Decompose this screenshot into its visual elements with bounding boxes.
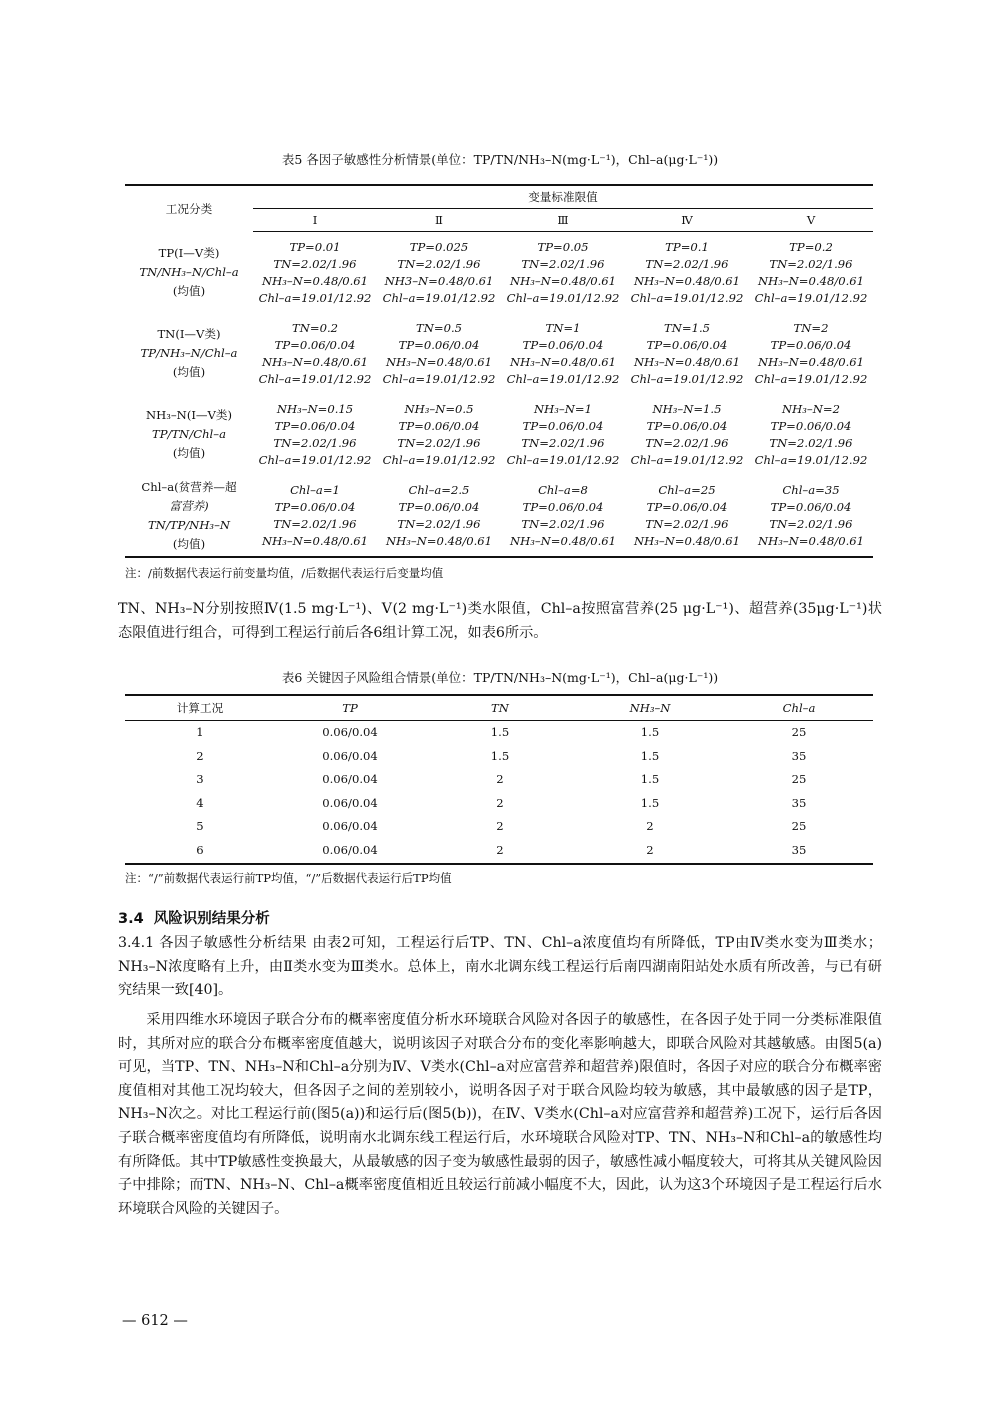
table6-row xyxy=(125,838,873,862)
table5-cell-line: TN=2.02/1.96 xyxy=(273,435,357,450)
table5-cell xyxy=(625,394,749,475)
table5-span-header: 变量标准限值 xyxy=(528,190,598,204)
page-number: — 612 — xyxy=(122,1313,188,1329)
table5-group-label-line: NH₃–N(Ⅰ—Ⅴ类) xyxy=(145,408,233,422)
table6-row xyxy=(125,815,873,839)
table5-cell-line: NH₃–N=0.48/0.61 xyxy=(509,354,617,369)
table6-cell: 1.5 xyxy=(640,748,660,763)
table6-header: 计算工况 xyxy=(176,700,224,715)
table5-case-header: 工况分类 xyxy=(165,201,213,216)
table6-cell: 2 xyxy=(196,748,204,763)
table5-class-header: Ⅱ xyxy=(377,209,501,232)
table5-cell-line: TP=0.06/0.04 xyxy=(646,418,728,433)
table5-cell-line: TP=0.06/0.04 xyxy=(522,499,604,514)
table5-cell-line: NH₃–N=0.48/0.61 xyxy=(261,533,369,548)
table5-cell xyxy=(501,232,625,314)
table5-cell-line: TN=2.02/1.96 xyxy=(769,435,853,450)
table6-cell: 2 xyxy=(646,842,654,857)
table5-cell-line: TP=0.06/0.04 xyxy=(274,418,356,433)
table5-cell-line: TN=2.02/1.96 xyxy=(645,256,729,271)
table5-cell xyxy=(377,394,501,475)
table5-cell-line: TN=1.5 xyxy=(663,320,711,335)
table5-cell-line: Chl–a=19.01/12.92 xyxy=(754,452,868,467)
table6-cell: 2 xyxy=(496,819,504,834)
table5-cell xyxy=(377,475,501,556)
table6-cell: 2 xyxy=(496,772,504,787)
table6-cell: 0.06/0.04 xyxy=(322,748,378,763)
table5-row xyxy=(125,394,873,475)
table5-cell xyxy=(377,232,501,314)
table6-row xyxy=(125,744,873,768)
table5-cell-line: NH₃–N=0.48/0.61 xyxy=(509,273,617,288)
table6-cell: 1.5 xyxy=(490,725,510,740)
section-heading xyxy=(118,907,270,928)
table6-cell: 3 xyxy=(196,772,204,787)
table5-cell-line: TN=2.02/1.96 xyxy=(397,435,481,450)
table5-cell-line: TN=2.02/1.96 xyxy=(397,256,481,271)
table5-cell xyxy=(749,313,873,394)
table6-cell: 0.06/0.04 xyxy=(322,795,378,810)
table5-cell-line: TN=2.02/1.96 xyxy=(521,435,605,450)
table5-cell-line: TN=2.02/1.96 xyxy=(645,435,729,450)
table5-cell-line: Chl–a=19.01/12.92 xyxy=(630,371,744,386)
table5-group-label xyxy=(125,394,253,475)
table5-row xyxy=(125,232,873,314)
table6-header: NH₃–N xyxy=(629,700,671,715)
table6 xyxy=(125,696,873,862)
table5-cell xyxy=(625,232,749,314)
table5-cell-line: NH₃–N=0.15 xyxy=(276,401,354,416)
table5-cell-line: NH₃–N=0.48/0.61 xyxy=(757,273,865,288)
table5-cell xyxy=(501,394,625,475)
table5-group-label-line: TN/TP/NH₃–N xyxy=(147,517,231,532)
table5-cell-line: TP=0.1 xyxy=(665,239,709,254)
table5 xyxy=(125,186,873,556)
table5-cell-line: TP=0.06/0.04 xyxy=(770,499,852,514)
table5-cell-line: Chl–a=8 xyxy=(538,482,588,497)
table5-cell-line: NH₃–N=1.5 xyxy=(652,401,722,416)
table5-cell-line: TN=2 xyxy=(793,320,829,335)
table5-cell-line: TN=2.02/1.96 xyxy=(273,516,357,531)
table6-cell: 35 xyxy=(791,842,807,857)
table5-group-label-line: TN(Ⅰ—Ⅴ类) xyxy=(157,327,221,341)
table5-cell-line: Chl–a=1 xyxy=(290,482,340,497)
table6-cell: 6 xyxy=(196,842,204,857)
table5-cell-line: Chl–a=19.01/12.92 xyxy=(258,290,372,305)
table5-cell-line: TP=0.06/0.04 xyxy=(522,337,604,352)
table5-cell xyxy=(749,232,873,314)
table5-cell xyxy=(253,313,377,394)
table6-header: TN xyxy=(491,700,509,715)
table5-cell-line: NH3–N=0.48/0.61 xyxy=(384,273,494,288)
table5-cell-line: NH₃–N=0.48/0.61 xyxy=(385,533,493,548)
table5-group-label-line: (均值) xyxy=(172,536,206,551)
table5-group-label xyxy=(125,313,253,394)
table5-cell-line: TP=0.06/0.04 xyxy=(646,499,728,514)
table5-group-label-line: Chl–a(贫营养—超 xyxy=(141,479,237,494)
table6-cell: 5 xyxy=(196,819,204,834)
table6-caption: 表6 关键因子风险组合情景(单位：TP/TN/NH₃–N(mg·L⁻¹)，Chl–a(μg·L⁻¹)) xyxy=(281,670,719,685)
table5-cell-line: NH₃–N=1 xyxy=(534,401,592,416)
table5-cell-line: Chl–a=19.01/12.92 xyxy=(630,452,744,467)
table5-group-label-line: 富营养) xyxy=(169,498,209,513)
table6-row xyxy=(125,791,873,815)
table5-cell-line: NH₃–N=0.48/0.61 xyxy=(633,533,741,548)
table5-cell xyxy=(749,394,873,475)
table5-cell-line: TP=0.2 xyxy=(789,239,833,254)
intro-paragraph: TN、NH₃–N分别按照Ⅳ(1.5 mg·L⁻¹)、Ⅴ(2 mg·L⁻¹)类水限值，Chl–a按照富营养(25 μg·L⁻¹)、超营养(35μg·L⁻¹)状态限值进行组合，可得到工程运行前后各6组计算工况，如表6所示。 xyxy=(118,601,882,641)
table5-cell-line: TN=2.02/1.96 xyxy=(769,516,853,531)
table6-cell: 0.06/0.04 xyxy=(322,819,378,834)
table6-header: TP xyxy=(342,700,358,715)
table5-cell-line: TN=0.5 xyxy=(415,320,463,335)
table6-cell: 0.06/0.04 xyxy=(322,725,378,740)
table5-cell-line: TP=0.06/0.04 xyxy=(646,337,728,352)
table6-cell: 25 xyxy=(791,725,807,740)
table6-cell: 1.5 xyxy=(640,725,660,740)
table5-group-label xyxy=(125,475,253,556)
table5-bottom-rule xyxy=(125,556,873,558)
table5-cell xyxy=(501,313,625,394)
table5-cell-line: NH₃–N=0.48/0.61 xyxy=(509,533,617,548)
table5-cell-line: TP=0.06/0.04 xyxy=(770,337,852,352)
table5-cell-line: Chl–a=19.01/12.92 xyxy=(630,290,744,305)
table5-cell-line: Chl–a=19.01/12.92 xyxy=(258,371,372,386)
table6-cell: 1 xyxy=(196,725,204,740)
table5-cell xyxy=(253,475,377,556)
table5-cell-line: TP=0.05 xyxy=(537,239,589,254)
table6-row xyxy=(125,768,873,792)
table6-cell: 35 xyxy=(791,748,807,763)
table6-note: 注：“/”前数据代表运行前TP均值，“/”后数据代表运行后TP均值 xyxy=(125,871,452,885)
table6-cell: 2 xyxy=(496,795,504,810)
table5-cell-line: TN=2.02/1.96 xyxy=(769,256,853,271)
table5-cell-line: TP=0.01 xyxy=(289,239,341,254)
table5-cell-line: NH₃–N=2 xyxy=(782,401,840,416)
table5-group-label-line: TP/TN/Chl–a xyxy=(152,427,226,441)
table5-cell-line: TN=1 xyxy=(545,320,581,335)
table5-cell xyxy=(501,475,625,556)
section-number: 3.4 xyxy=(118,911,144,927)
table5-cell-line: TP=0.06/0.04 xyxy=(522,418,604,433)
table5-cell-line: Chl–a=25 xyxy=(658,482,716,497)
table5-group-label-line: TP(Ⅰ—Ⅴ类) xyxy=(158,245,220,260)
table5-cell-line: NH₃–N=0.48/0.61 xyxy=(757,354,865,369)
table5-cell-line: Chl–a=2.5 xyxy=(408,482,470,497)
table6-header: Chl–a xyxy=(782,700,816,715)
table5-cell-line: TN=2.02/1.96 xyxy=(645,516,729,531)
table6-row xyxy=(125,720,873,744)
table5-cell-line: Chl–a=19.01/12.92 xyxy=(382,290,496,305)
table5-cell xyxy=(625,475,749,556)
table6-cell: 4 xyxy=(196,795,204,810)
table5-cell-line: NH₃–N=0.5 xyxy=(404,401,474,416)
section-title: 风险识别结果分析 xyxy=(153,911,270,927)
table5-cell-line: TN=2.02/1.96 xyxy=(273,256,357,271)
table5-row xyxy=(125,475,873,556)
table5-cell xyxy=(625,313,749,394)
table5-group-label-line: (均值) xyxy=(172,283,206,298)
table6-cell: 2 xyxy=(496,842,504,857)
table5-cell-line: TN=0.2 xyxy=(291,320,339,335)
table5-class-header: Ⅲ xyxy=(501,209,625,232)
table5-cell-line: TP=0.06/0.04 xyxy=(398,337,480,352)
table6-bottom-rule xyxy=(125,863,873,865)
table5-cell-line: Chl–a=19.01/12.92 xyxy=(506,371,620,386)
table5-cell-line: TP=0.06/0.04 xyxy=(398,418,480,433)
table5-group-label-line: (均值) xyxy=(172,365,206,379)
table6-cell: 0.06/0.04 xyxy=(322,842,378,857)
table5-cell-line: TP=0.06/0.04 xyxy=(274,499,356,514)
paragraph-sensitivity: 采用四维水环境因子联合分布的概率密度值分析水环境联合风险对各因子的敏感性，在各因子处于同一分类标准限值时，其所对应的联合分布概率密度值越大，说明该因子对联合分布的变化率影响越大，即联合风险对其越敏感。由图5(a)可见，当TP、TN、NH₃–N和Chl–a分别为Ⅳ、Ⅴ类水(Chl–a对应富营养和超营养)限值时，各因子对应的联合分布概率密度值相对其他工况均较大，但各因子之间的差别较小，说明各因子对于联合风险均较为敏感，其中最敏感的因子是TP，NH₃–N次之。对比工程运行前(图5(a))和运行后(图5(b))，在Ⅳ、Ⅴ类水(Chl–a对应富营养和超营养)工况下，运行后各因子联合概率密度值均有所降低，说明南水北调东线工程运行后，水环境联合风险对TP、TN、NH₃–N和Chl–a的敏感性均有所降低。其中TP敏感性变换最大，从最敏感的因子变为敏感性最弱的因子，敏感性减小幅度较大，可将其从关键风险因子中排除；而TN、NH₃–N、Chl–a概率密度值相近且较运行前减小幅度不大，因此，认为这3个环境因子是工程运行后水环境联合风险的关键因子。 xyxy=(118,1012,882,1217)
table5-caption: 表5 各因子敏感性分析情景(单位：TP/TN/NH₃–N(mg·L⁻¹)，Chl–a(μg·L⁻¹)) xyxy=(281,152,719,167)
table5-cell-line: NH₃–N=0.48/0.61 xyxy=(385,354,493,369)
paragraph-3-4-1: 3.4.1 各因子敏感性分析结果 由表2可知，工程运行后TP、TN、Chl–a浓度值均有所降低，TP由Ⅳ类水变为Ⅲ类水；NH₃–N浓度略有上升，由Ⅱ类水变为Ⅲ类水。总体上，南水北调东线工程运行后南四湖南阳站处水质有所改善，与已有研究结果一致[40]。 xyxy=(118,935,882,999)
table5-cell-line: NH₃–N=0.48/0.61 xyxy=(261,273,369,288)
table5-cell-line: Chl–a=19.01/12.92 xyxy=(382,371,496,386)
table5-cell-line: Chl–a=19.01/12.92 xyxy=(258,452,372,467)
table5-cell-line: Chl–a=19.01/12.92 xyxy=(506,290,620,305)
table5-class-header: Ⅳ xyxy=(625,209,749,232)
table5-cell-line: TP=0.06/0.04 xyxy=(770,418,852,433)
table6-cell: 1.5 xyxy=(640,772,660,787)
table5-cell-line: TN=2.02/1.96 xyxy=(397,516,481,531)
table6-cell: 25 xyxy=(791,819,807,834)
table5-group-label xyxy=(125,232,253,314)
table6-cell: 0.06/0.04 xyxy=(322,772,378,787)
table5-cell xyxy=(377,313,501,394)
table5-cell-line: NH₃–N=0.48/0.61 xyxy=(633,354,741,369)
table5-cell-line: Chl–a=19.01/12.92 xyxy=(382,452,496,467)
table5-note: 注：/前数据代表运行前变量均值，/后数据代表运行后变量均值 xyxy=(125,566,444,580)
table5-cell xyxy=(749,475,873,556)
table5-cell-line: Chl–a=35 xyxy=(782,482,840,497)
table5-cell xyxy=(253,232,377,314)
table5-group-label-line: TP/NH₃–N/Chl–a xyxy=(140,346,238,360)
table5-cell-line: NH₃–N=0.48/0.61 xyxy=(261,354,369,369)
table5-cell-line: TP=0.025 xyxy=(409,239,469,254)
table5-cell-line: NH₃–N=0.48/0.61 xyxy=(757,533,865,548)
table5-group-label-line: TN/NH₃–N/Chl–a xyxy=(139,264,239,279)
table6-cell: 1.5 xyxy=(640,795,660,810)
table6-cell: 2 xyxy=(646,819,654,834)
table6-cell: 1.5 xyxy=(490,748,510,763)
table6-cell: 35 xyxy=(791,795,807,810)
table5-cell xyxy=(253,394,377,475)
table5-cell-line: Chl–a=19.01/12.92 xyxy=(754,371,868,386)
table5-cell-line: TP=0.06/0.04 xyxy=(274,337,356,352)
table5-row xyxy=(125,313,873,394)
table5-cell-line: TP=0.06/0.04 xyxy=(398,499,480,514)
table6-cell: 25 xyxy=(791,772,807,787)
table5-cell-line: TN=2.02/1.96 xyxy=(521,516,605,531)
table5-cell-line: Chl–a=19.01/12.92 xyxy=(506,452,620,467)
table5-class-header: Ⅴ xyxy=(749,209,873,232)
table5-cell-line: Chl–a=19.01/12.92 xyxy=(754,290,868,305)
table5-cell-line: NH₃–N=0.48/0.61 xyxy=(633,273,741,288)
table5-group-label-line: (均值) xyxy=(172,446,206,460)
table5-cell-line: TN=2.02/1.96 xyxy=(521,256,605,271)
table5-class-header: Ⅰ xyxy=(253,209,377,232)
